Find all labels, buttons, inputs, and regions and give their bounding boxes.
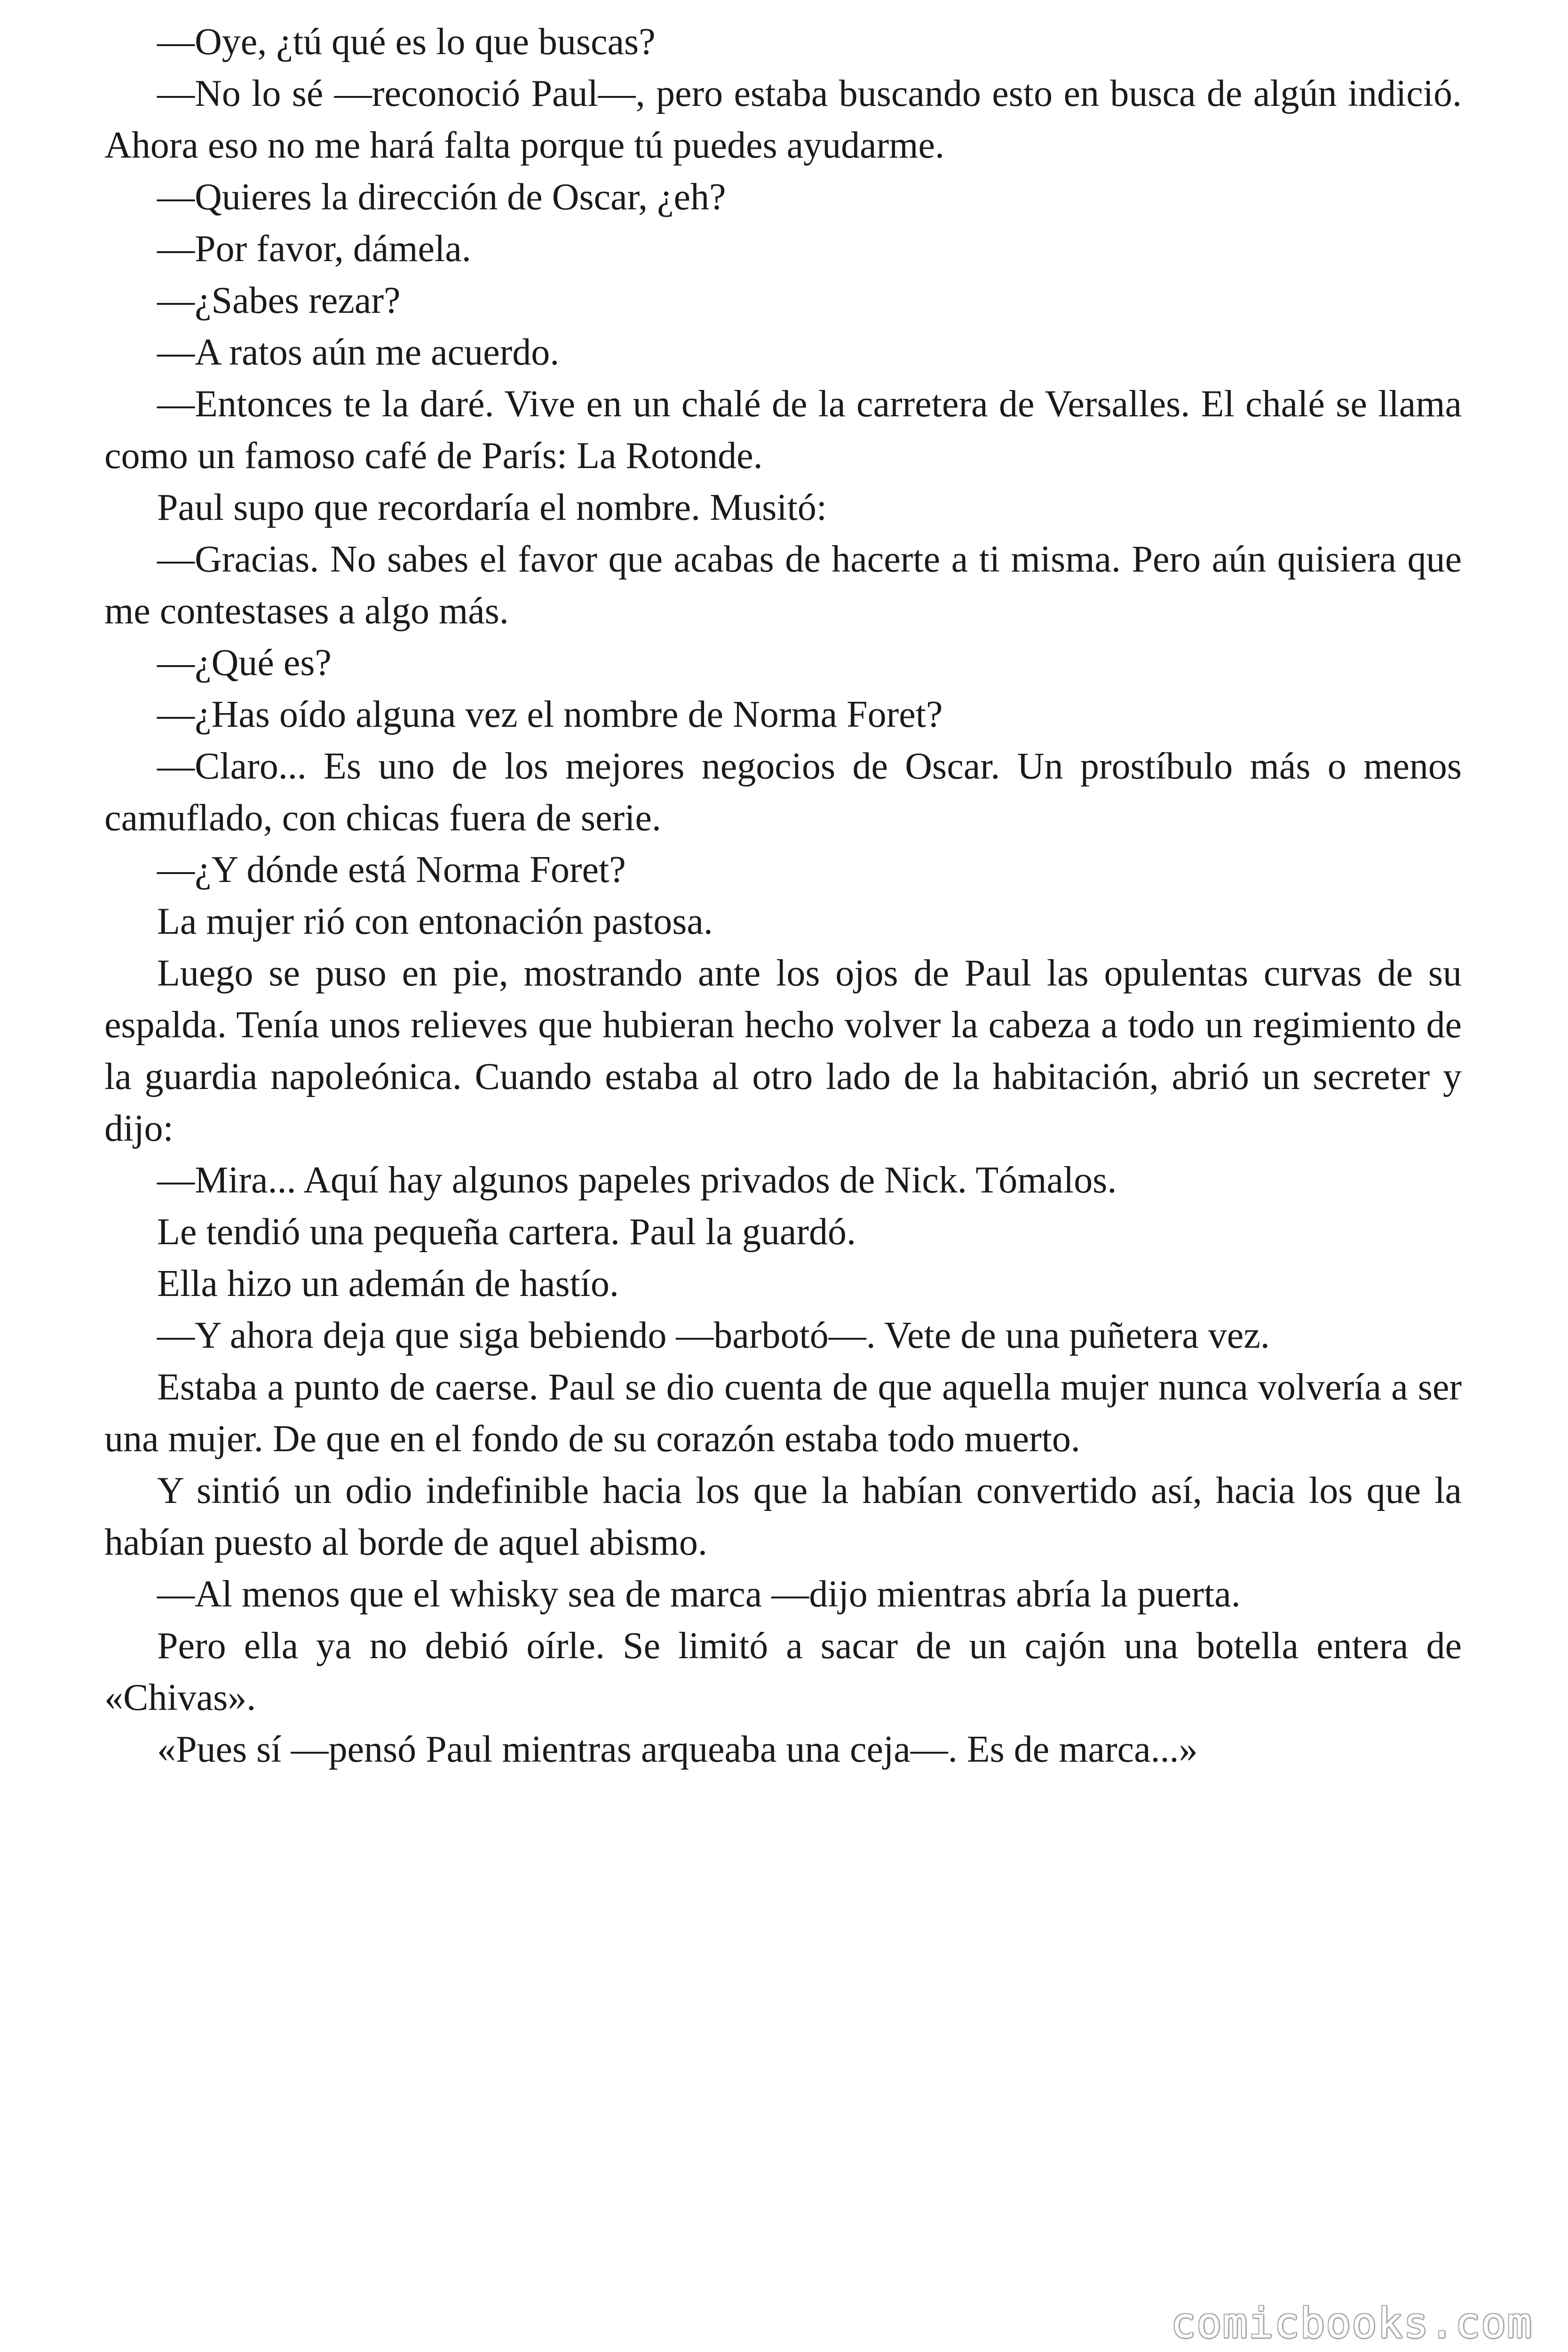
paragraph: —Mira... Aquí hay algunos papeles privados de Nick. Tómalos. [157,1160,1117,1201]
paragraph: —Al menos que el whisky sea de marca —dijo mientras abría la puerta. [157,1573,1241,1615]
paragraph: —¿Y dónde está Norma Foret? [157,849,626,890]
paragraph: Estaba a punto de caerse. Paul se dio cuenta de que aquella mujer nunca volvería a ser una mujer. De que en el fondo de su corazón estaba todo muerto. [104,1367,1462,1460]
paragraph: —Claro... Es uno de los mejores negocios de Oscar. Un prostíbulo más o menos camuflado, con chicas fuera de serie. [104,746,1462,839]
paragraph: «Pues sí —pensó Paul mientras arqueaba una ceja—. Es de marca...» [157,1729,1198,1770]
paragraph: Ella hizo un ademán de hastío. [157,1263,619,1304]
paragraph: —Quieres la dirección de Oscar, ¿eh? [157,176,726,218]
paragraph: La mujer rió con entonación pastosa. [157,901,713,942]
paragraph: —Por favor, dámela. [157,228,471,270]
paragraph: —Gracias. No sabes el favor que acabas de hacerte a ti misma. Pero aún quisiera que me contestases a algo más. [104,539,1462,632]
paragraph: —¿Sabes rezar? [157,280,401,321]
paragraph: Paul supo que recordaría el nombre. Musitó: [157,487,827,528]
watermark: comicbooks.com [1171,2299,1533,2347]
paragraph: —¿Has oído alguna vez el nombre de Norma Foret? [157,694,943,735]
paragraph: Y sintió un odio indefinible hacia los que la habían convertido así, hacia los que la habían puesto al borde de aquel abismo. [104,1470,1462,1563]
paragraph: Le tendió una pequeña cartera. Paul la guardó. [157,1211,856,1253]
paragraph: Pero ella ya no debió oírle. Se limitó a sacar de un cajón una botella entera de «Chivas». [104,1625,1462,1718]
paragraph: —Y ahora deja que siga bebiendo —barbotó—. Vete de una puñetera vez. [157,1315,1270,1356]
paragraph: Luego se puso en pie, mostrando ante los ojos de Paul las opulentas curvas de su espalda. Tenía unos relieves que hubieran hecho volver la cabeza a todo un regimiento de la guardia napoleónica. Cuando estaba al otro lado de la habitación, abrió un secreter y dijo: [104,953,1462,1149]
paragraph: —Oye, ¿tú qué es lo que buscas? [157,21,656,63]
body-text [104,16,1462,1775]
paragraph: —No lo sé —reconoció Paul—, pero estaba buscando esto en busca de algún indició. Ahora eso no me hará falta porque tú puedes ayudarme. [104,73,1462,166]
paragraph: —A ratos aún me acuerdo. [157,332,560,373]
paragraph: —¿Qué es? [157,642,332,683]
paragraph: —Entonces te la daré. Vive en un chalé de la carretera de Versalles. El chalé se llama como un famoso café de París: La Rotonde. [104,383,1462,477]
